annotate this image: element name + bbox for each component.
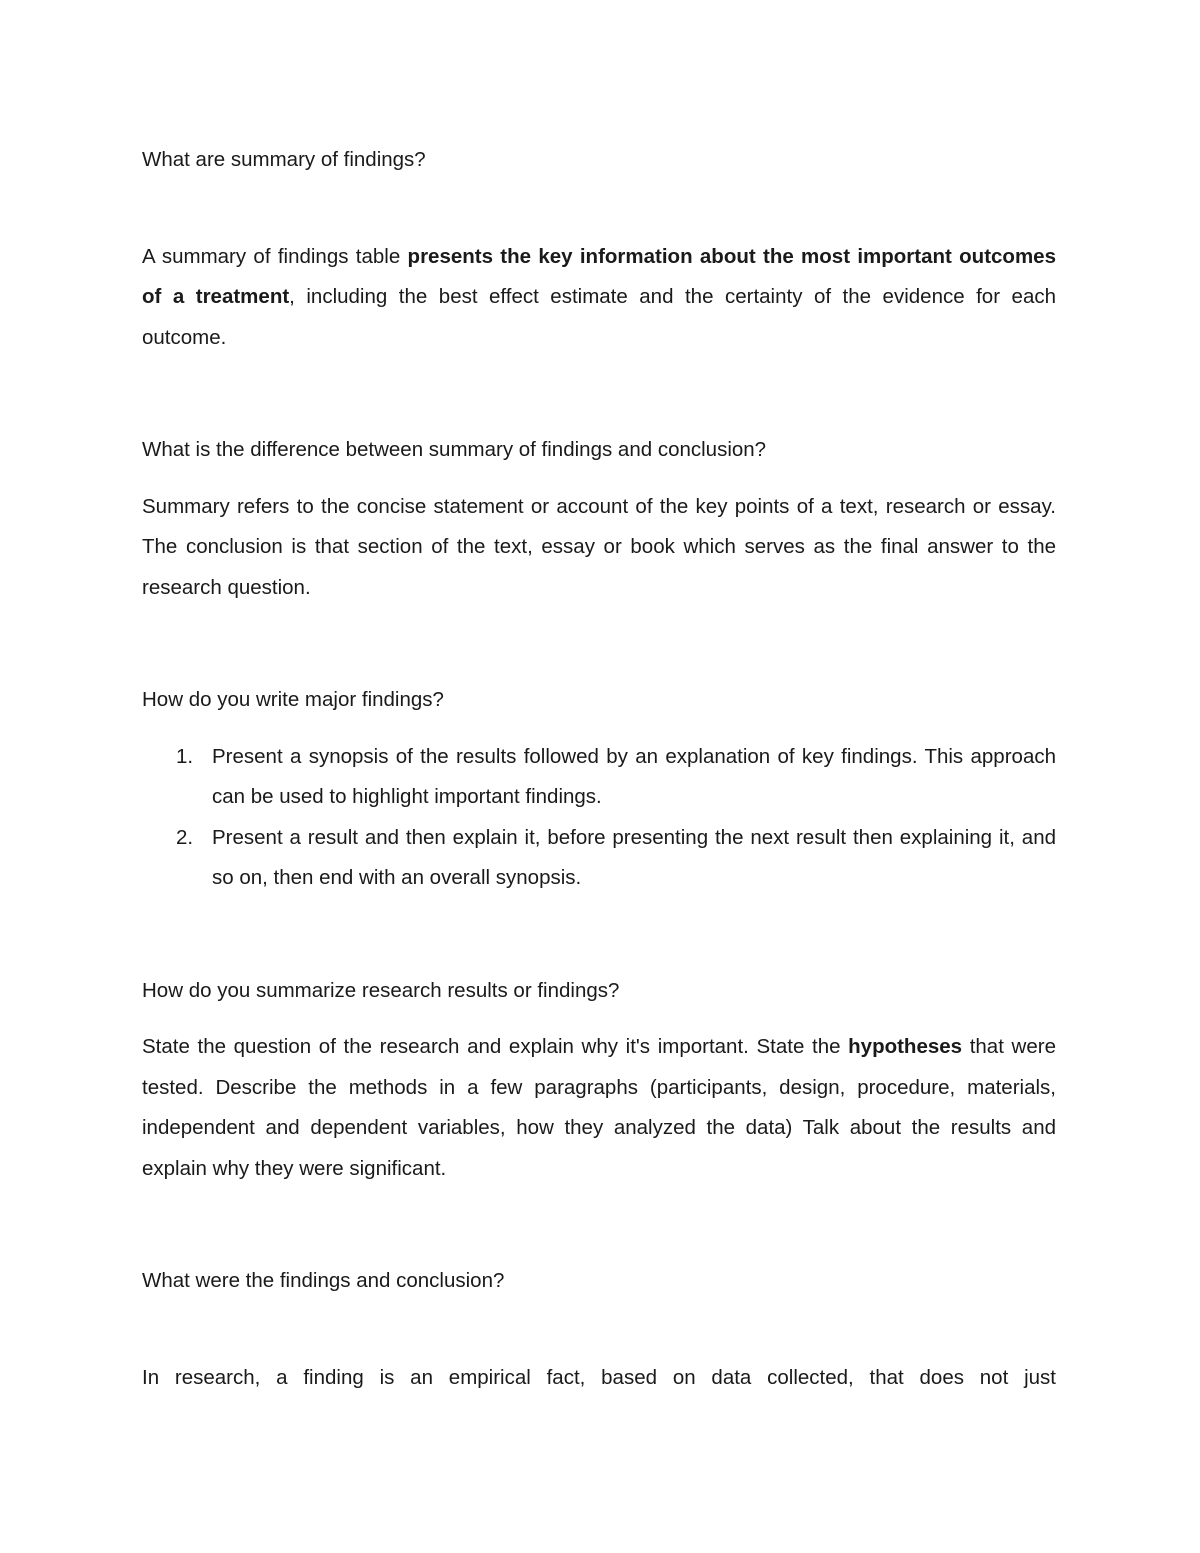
answer-paragraph	[142, 1027, 1056, 1189]
answer-text: State the question of the research and explain why it's important. State the	[142, 1035, 849, 1058]
list-item-text: Present a synopsis of the results followed by an explanation of key findings. This approach can be used to highlight important findings.	[212, 744, 1056, 808]
answer-paragraph	[142, 237, 1056, 359]
question-heading: How do you write major findings?	[142, 688, 444, 711]
list-item	[176, 818, 1056, 899]
answer-bold-text: presents the key information about the most important outcomes of a treatment	[142, 244, 1056, 308]
question-heading: What are summary of findings?	[142, 148, 426, 171]
list-item	[176, 737, 1056, 818]
document-body	[142, 140, 1056, 1398]
answer-text: , including the best effect estimate and the certainty of the evidence for each outcome.	[142, 285, 1056, 349]
findings-steps-list	[142, 737, 1056, 899]
answer-paragraph: In research, a finding is an empirical fact, based on data collected, that does not just	[142, 1365, 1056, 1389]
question-heading: What is the difference between summary of findings and conclusion?	[142, 438, 767, 461]
list-number: 2.	[176, 825, 194, 849]
list-item-text: Present a result and then explain it, before presenting the next result then explaining it, and so on, then end with an overall synopsis.	[212, 825, 1056, 889]
answer-text: that were tested. Describe the methods in a few paragraphs (participants, design, procedure, materials, independent and dependent variables, how they analyzed the data) Talk about the results and explain why they were significant.	[142, 1035, 1056, 1180]
answer-text: A summary of findings table	[142, 244, 408, 268]
list-number: 1.	[176, 744, 194, 768]
answer-bold-text: hypotheses	[848, 1035, 963, 1058]
question-heading: What were the findings and conclusion?	[142, 1269, 505, 1292]
answer-paragraph: Summary refers to the concise statement or account of the key points of a text, research or essay. The conclusion is that section of the text, essay or book which serves as the final answer to the research question.	[142, 494, 1056, 599]
question-heading: How do you summarize research results or findings?	[142, 978, 620, 1002]
